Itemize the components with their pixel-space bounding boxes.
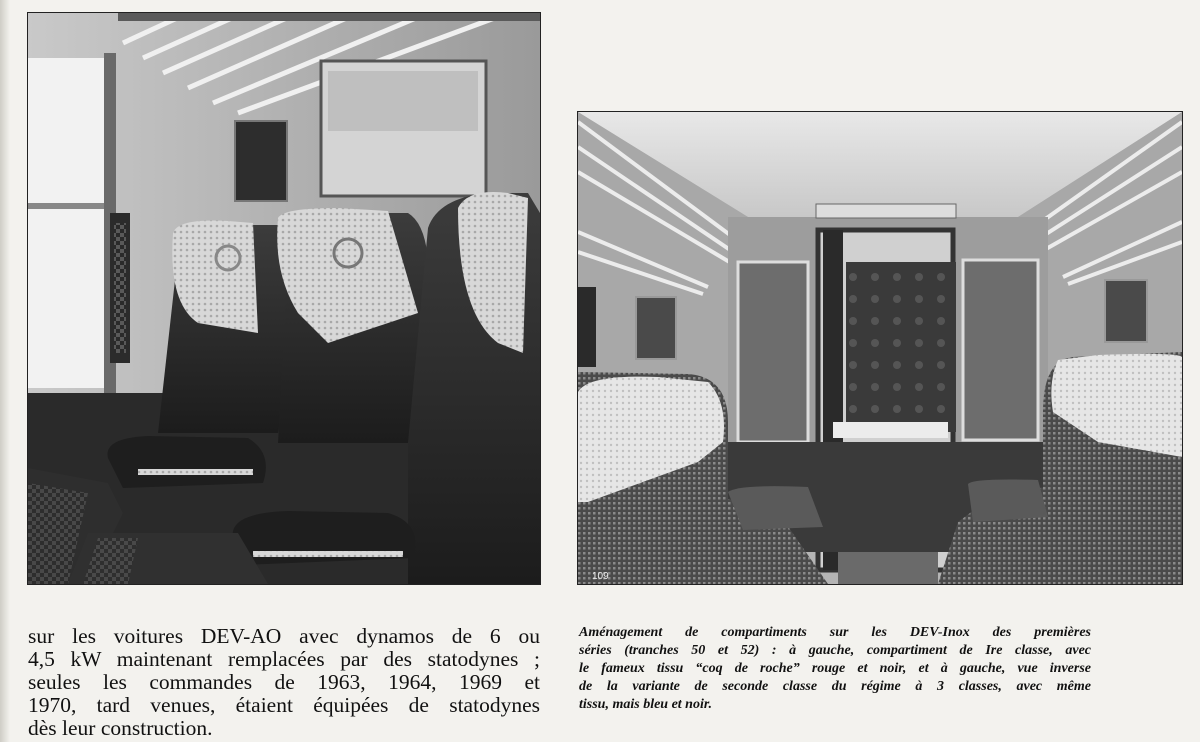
photo-caption xyxy=(579,624,1091,714)
body-line-2: 4,5 kW maintenant remplacées par des statodynes ; xyxy=(28,647,540,671)
body-line-4: 1970, tard venues, étaient équipées de statodynes xyxy=(28,693,540,717)
body-line-5: dès leur construction. xyxy=(28,716,213,740)
photo-second-class-compartment xyxy=(577,111,1183,585)
caption-line-4: de la variante de seconde classe du régime à 3 classes, avec même xyxy=(579,679,1091,694)
body-line-1: sur les voitures DEV-AO avec dynamos de 6 ou xyxy=(28,624,540,648)
page-binding-shadow xyxy=(0,0,10,742)
body-paragraph xyxy=(28,625,540,740)
photo-first-class-compartment xyxy=(27,12,541,585)
photo-first-class-image xyxy=(28,13,540,584)
body-line-3: seules les commandes de 1963, 1964, 1969 et xyxy=(28,670,540,694)
photo-number-label: 109 xyxy=(592,571,609,582)
caption-line-5: tissu, mais bleu et noir. xyxy=(579,697,713,712)
caption-line-3: le fameux tissu “coq de roche” rouge et noir, et à gauche, vue inverse xyxy=(579,661,1091,676)
caption-line-1: Aménagement de compartiments sur les DEV-Inox des premières xyxy=(579,625,1091,640)
photo-second-class-image xyxy=(578,112,1182,584)
caption-line-2: séries (tranches 50 et 52) : à gauche, compartiment de Ire classe, avec xyxy=(579,643,1091,658)
